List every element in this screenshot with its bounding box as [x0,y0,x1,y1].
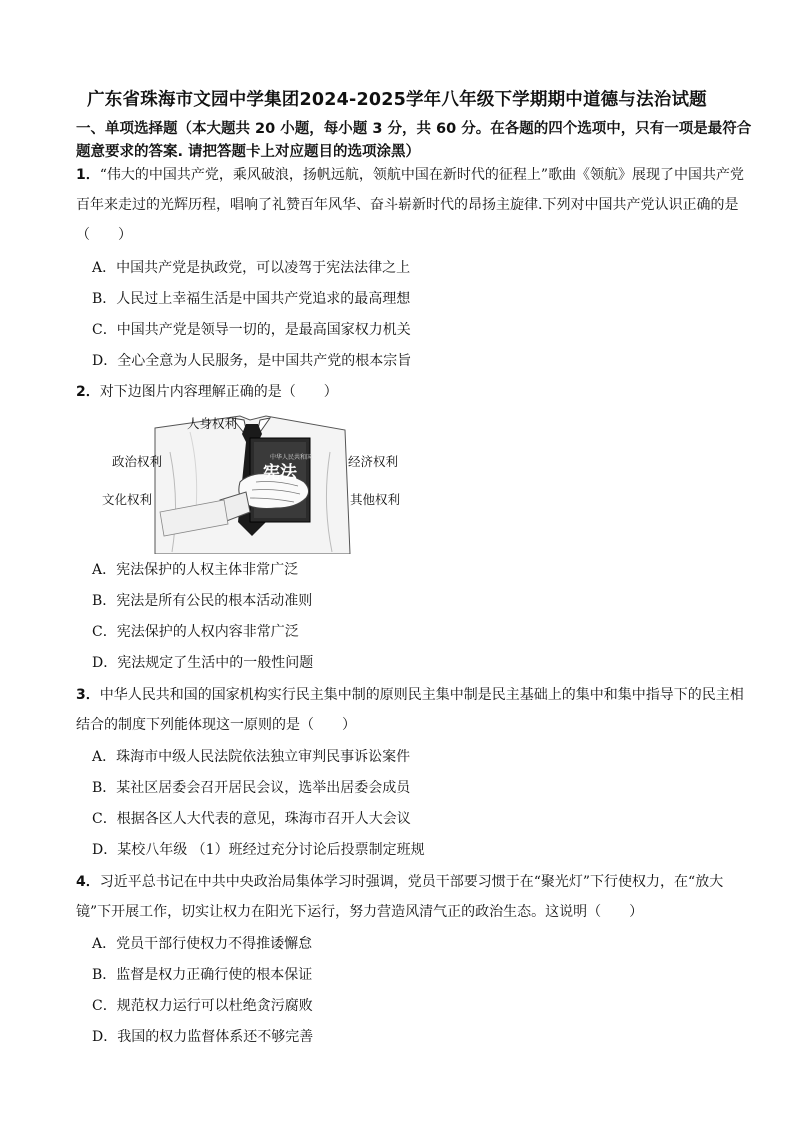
question-3-option-a: A．珠海市中级人民法院依法独立审判民事诉讼案件 [92,749,411,765]
question-3-stem [76,680,756,740]
question-2-option-d: D．宪法规定了生活中的一般性问题 [92,655,314,671]
label-cultural-rights: 文化权利 [102,492,153,507]
question-1-option-b: B．人民过上幸福生活是中国共产党追求的最高理想 [92,291,411,307]
book-title: 宪法 [263,463,297,483]
question-3-option-d: D．某校八年级 （1）班经过充分讨论后投票制定班规 [92,842,425,858]
question-number: 1． [76,167,100,183]
label-other-rights: 其他权利 [350,492,401,507]
label-political-rights: 政治权利 [112,454,163,469]
book-subtitle: 中华人民共和国 [270,454,313,461]
question-4-option-a: A．党员干部行使权力不得推诿懈怠 [92,936,313,952]
question-4-option-d: D．我国的权力监督体系还不够完善 [92,1029,314,1045]
constitution-figure [100,412,420,554]
question-4-option-b: B．监督是权力正确行使的根本保证 [92,967,313,983]
question-2-option-c: C．宪法保护的人权内容非常广泛 [92,624,299,640]
question-2-option-a: A．宪法保护的人权主体非常广泛 [92,562,299,578]
label-economic-rights: 经济权利 [348,454,399,469]
question-1-option-a: A．中国共产党是执政党，可以凌驾于宪法法律之上 [92,260,411,276]
question-text: 习近平总书记在中共中央政治局集体学习时强调，党员干部要习惯于在“聚光灯”下行使权力，在“放大镜”下开展工作，切实让权力在阳光下运行，努力营造风清气正的政治生态。这说明（ ） [76,874,724,920]
question-number: 4． [76,874,100,890]
question-2-option-b: B．宪法是所有公民的根本活动准则 [92,593,313,609]
question-1-stem [76,160,756,250]
question-4-stem [76,867,756,927]
section-heading: 一、单项选择题（本大题共 20 小题，每小题 3 分，共 60 分。在各题的四个选项中，只有一项是最符合题意要求的答案. 请把答题卡上对应题目的选项涂黑） [76,121,752,160]
question-2-stem [76,377,756,407]
question-4-option-c: C．规范权力运行可以杜绝贪污腐败 [92,998,313,1014]
question-1-option-d: D．全心全意为人民服务，是中国共产党的根本宗旨 [92,353,412,369]
question-3-option-b: B．某社区居委会召开居民会议，选举出居委会成员 [92,780,411,796]
question-number: 2． [76,384,100,400]
question-text: “伟大的中国共产党，乘风破浪，扬帆远航，领航中国在新时代的征程上”歌曲《领航》展现了中国共产党百年来走过的光辉历程，唱响了礼赞百年风华、奋斗崭新时代的昂扬主旋律.下列对中国共产党认识正确的是（ ） [76,167,745,243]
question-text: 中华人民共和国的国家机构实行民主集中制的原则民主集中制是民主基础上的集中和集中指导下的民主相结合的制度下列能体现这一原则的是（ ） [76,687,744,733]
question-3-option-c: C．根据各区人大代表的意见，珠海市召开人大会议 [92,811,411,827]
question-1-option-c: C．中国共产党是领导一切的，是最高国家权力机关 [92,322,411,338]
label-personal-rights: 人身权利 [187,416,238,431]
figure-illustration [100,412,420,554]
page-title: 广东省珠海市文园中学集团2024-2025学年八年级下学期期中道德与法治试题 [87,90,707,110]
question-text: 对下边图片内容理解正确的是（ ） [99,384,338,400]
question-number: 3． [76,687,100,703]
